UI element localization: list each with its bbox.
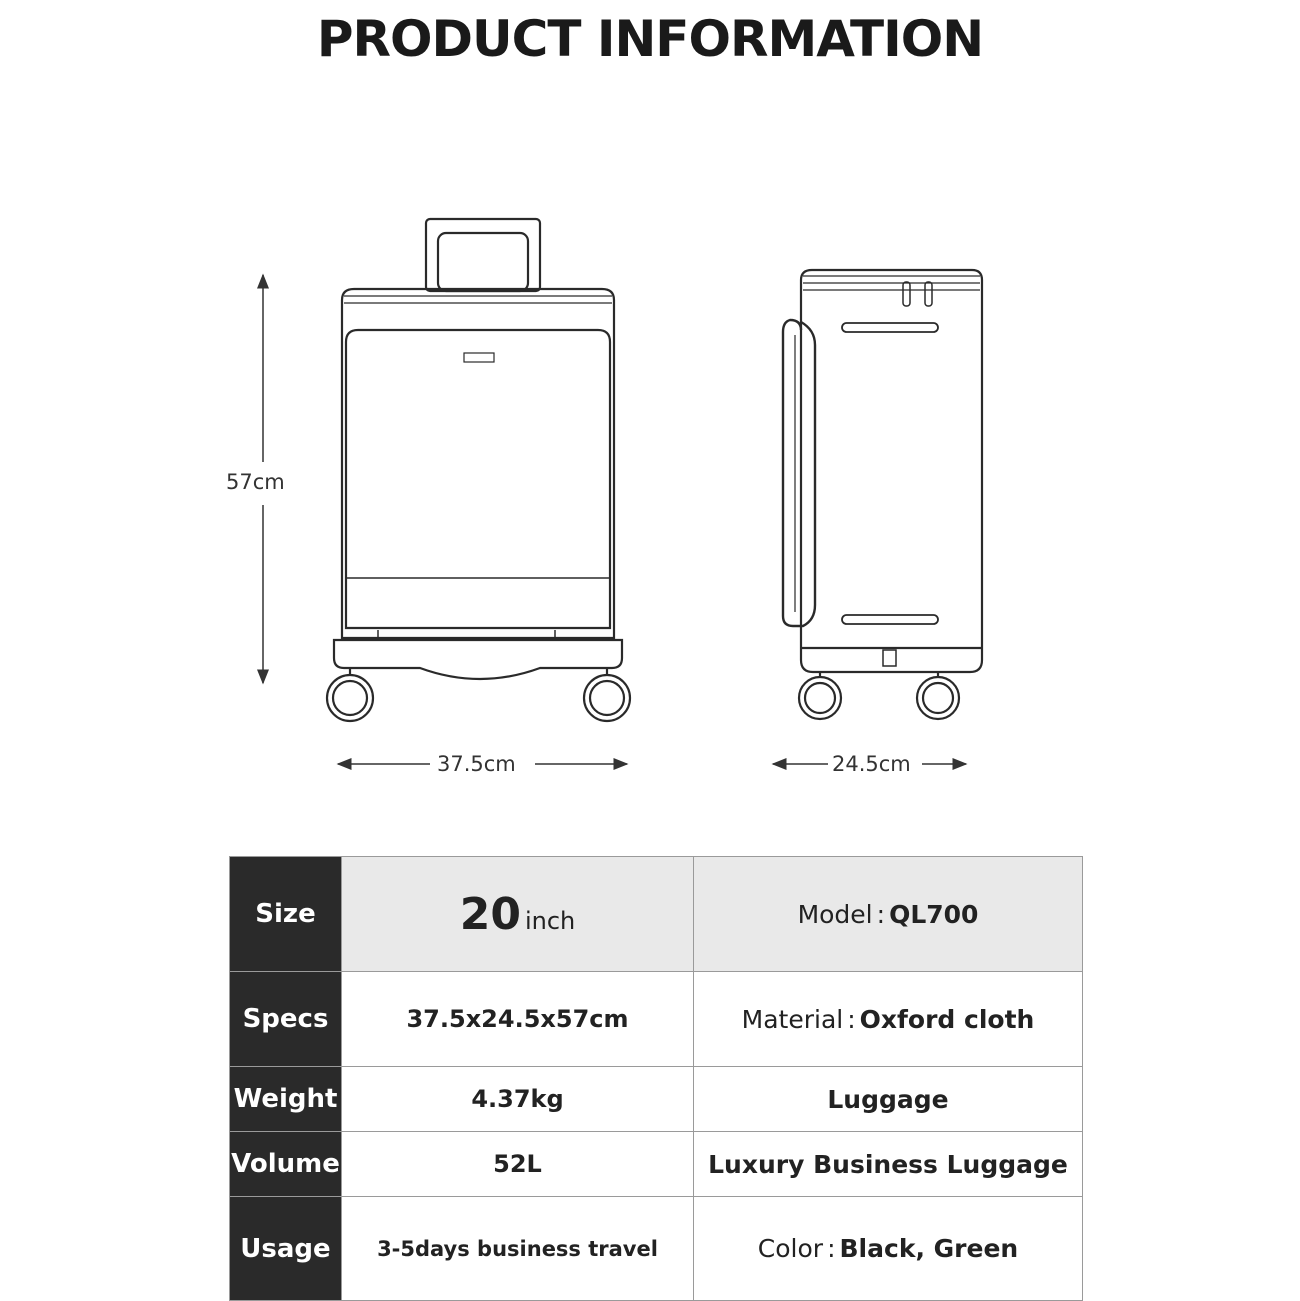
info-material-key: Material xyxy=(741,1004,844,1034)
spec-value-volume: 52L xyxy=(342,1132,694,1197)
info-category xyxy=(694,1132,1083,1197)
table-row xyxy=(230,972,1083,1067)
spec-value-specs: 37.5x24.5x57cm xyxy=(342,972,694,1067)
info-model-sep: : xyxy=(876,899,886,929)
height-label: 57cm xyxy=(222,469,289,495)
info-model-key: Model xyxy=(797,899,873,929)
table-row xyxy=(230,1197,1083,1301)
spec-table xyxy=(229,856,1083,1301)
table-row xyxy=(230,1067,1083,1132)
size-number: 20 xyxy=(459,888,521,940)
info-category-value: Luxury Business Luggage xyxy=(708,1149,1068,1179)
spec-label-usage: Usage xyxy=(230,1197,342,1301)
spec-label-weight: Weight xyxy=(230,1067,342,1132)
spec-value-weight: 4.37kg xyxy=(342,1067,694,1132)
page-title: PRODUCT INFORMATION xyxy=(316,10,984,68)
spec-value-size xyxy=(342,857,694,972)
info-color-value: Black, Green xyxy=(839,1234,1019,1263)
info-material xyxy=(694,972,1083,1067)
size-unit: inch xyxy=(524,906,576,935)
front-view-luggage xyxy=(327,219,630,721)
table-row xyxy=(230,1132,1083,1197)
spec-label-size: Size xyxy=(230,857,342,972)
spec-value-usage: 3-5days business travel xyxy=(342,1197,694,1301)
info-model xyxy=(694,857,1083,972)
table-row xyxy=(230,857,1083,972)
info-type xyxy=(694,1067,1083,1132)
spec-label-specs: Specs xyxy=(230,972,342,1067)
info-material-value: Oxford cloth xyxy=(859,1004,1035,1034)
info-material-sep: : xyxy=(847,1004,856,1034)
info-model-value: QL700 xyxy=(889,899,979,929)
side-view-luggage xyxy=(783,270,982,719)
spec-label-volume: Volume xyxy=(230,1132,342,1197)
info-type-value: Luggage xyxy=(827,1084,949,1114)
info-color xyxy=(694,1197,1083,1301)
depth-label: 24.5cm xyxy=(828,751,915,777)
info-color-sep: : xyxy=(827,1234,836,1263)
width-label: 37.5cm xyxy=(433,751,520,777)
info-color-key: Color xyxy=(757,1234,824,1263)
